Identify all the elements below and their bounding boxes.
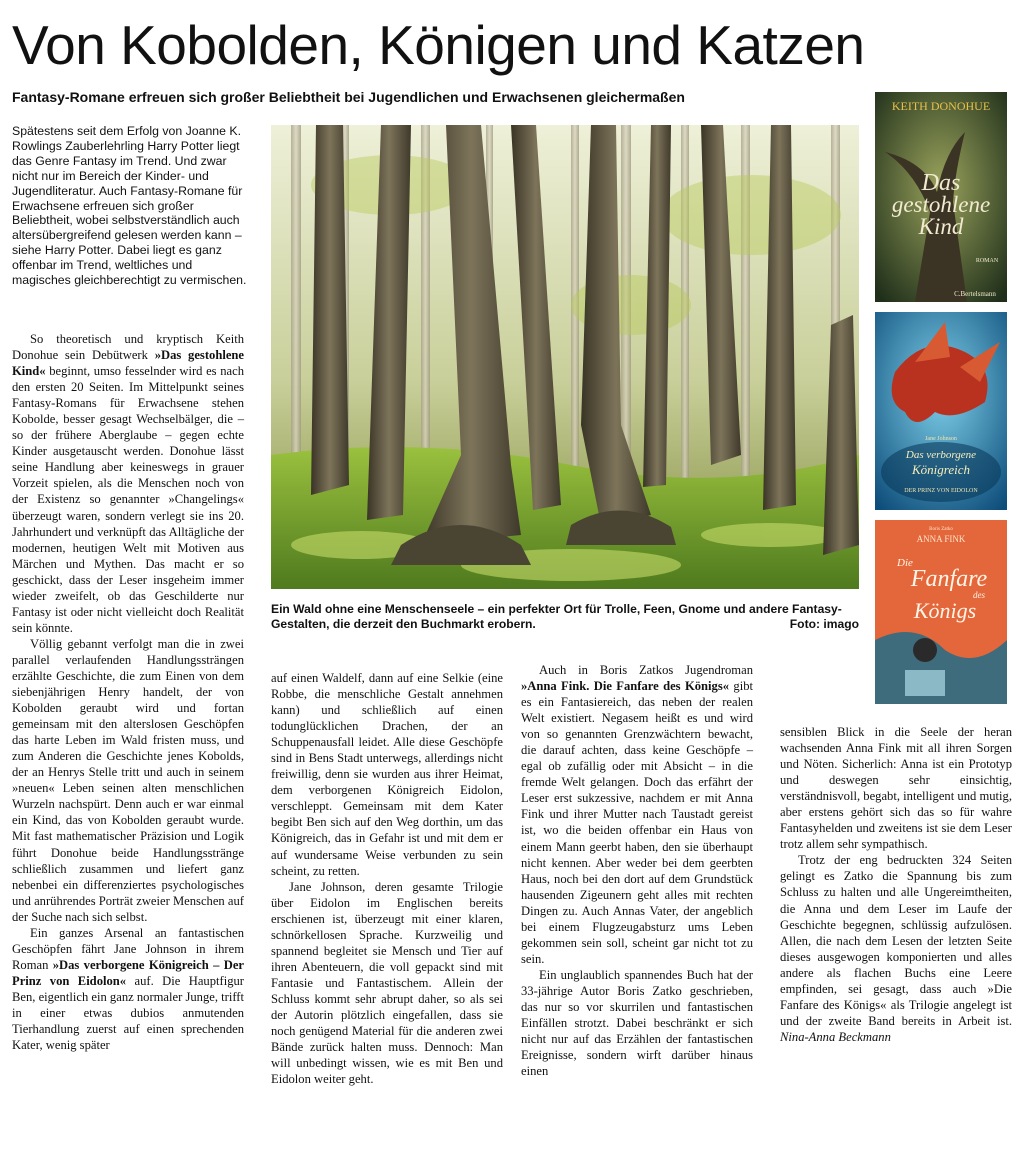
paragraph: Völlig gebannt verfolgt man die in zwei parallel verlaufenden Handlungssträngen erzählte Geschichte, die zum Einen von dem siebenjährigen Henry handelt, der von Kobolden geraubt wird und fortan gemeinsam mit den alterslosen Geschöpfen das harte Leben im Wald fristen muss, und zum Anderen die Geschichte jenes Kobolds, der an Henrys Stelle tritt und auch in seinem »neuen« Leben seinen alten menschlichen Wurzeln nachspürt. Denn auch er war einmal ein Kind, das von Kobolden geraubt wurde. Mit fast mathematischer Präzision und Logik führt Donohue beide Handlungsstränge schließlich zusammen und liefert ganz nebenbei ein differenziertes psychologisches und anrührendes Porträt zweier Menschen auf der Suche nach sich selbst. [12,636,244,924]
text-column-3 [521,662,753,1079]
text-column-1 [12,331,244,1053]
book-title-highlight: »Anna Fink. Die Fanfare des Königs« [521,679,730,694]
book-title-highlight: »Das gestohlene Kind« [12,348,244,379]
book-3-title-line-1: Die [897,557,913,569]
book-cover-3-art [875,520,1007,704]
book-1-title-line-1: Das [921,170,961,196]
book-title-highlight: »Das verborgene Königreich – Der Prinz von Eidolon« [12,957,244,988]
book-2-title-line-2: Königreich [911,462,971,477]
intro-text: Spätestens seit dem Erfolg von Joanne K. Rowlings Zauberlehrling Harry Potter liegt das Genre Fantasy im Trend. Und zwar nicht nur im Bereich der Kinder- und Jugendliteratur. Auch Fantasy-Romane für Erwachsene erfreuen sich großer Beliebtheit, wobei selbstverständlich auch altersübergreifend gelesen werden kann – siehe Harry Potter. Dabei liegt es ganz offenbar im Trend, weltliches und magisches gleichberechtigt zu vermischen. [12,124,247,288]
book-3-title-line-2: Fanfare [910,566,988,592]
photo-caption [271,602,859,631]
book-2-author: Jane Johnson [925,436,957,442]
book-2-subtitle: DER PRINZ VON EIDOLON [904,488,978,494]
paragraph: Trotz der eng bedruckten 324 Seiten gelingt es Zatko die Spannung bis zum Schluss zu halten und alle Ungereimtheiten, die Anna und dem Leser im Laufe der Geschichte begegnen, schlüssig aufzulösen. Allen, die nach dem Lesen der letzten Seite dieses ausgewogen komponierten und alles andere als flachen Buchs eine Leere empfinden, sei gesagt, dass auch »Die Fanfare des Königs« als Trilogie angelegt ist und der zweite Band bereits in Arbeit ist. Nina-Anna Beckmann [780,853,1012,1044]
text-column-4 [780,724,1012,1045]
paragraph: auf einen Waldelf, dann auf eine Selkie (eine Robbe, die menschliche Gestalt annehmen kann) und schließlich auf einen todunglücklichen Drachen, der an Schuppenausfall leidet. Alle diese Geschöpfe sind in Bens Stadt unterwegs, allerdings nicht freiwillig, denn sie wurden aus ihrer Heimat, dem verborgenen Königreich Eidolon, verschleppt. Gemeinsam mit dem Kater begibt Ben sich auf den Weg dorthin, um das Königreich, das in Gefahr ist und mit dem er auf wundersame Weise verbunden zu sein scheint, zu retten. [271,671,503,878]
forest-photo-illustration [271,125,859,589]
paragraph: Ein ganzes Arsenal an fantastischen Geschöpfen fährt Jane Johnson in ihrem Roman »Das verborgene Königreich – Der Prinz von Eidolon« auf. Die Hauptfigur Ben, eigentlich ein ganz normaler Junge, trifft in einer etwas dubios anmutenden Tierhandlung zuerst auf einen sprechenden Kater, wenig später [12,925,244,1053]
book-cover-fanfare-des-koenigs [875,520,1007,704]
photo-credit: Foto: imago [789,616,859,631]
book-cover-verborgene-koenigreich [875,312,1007,510]
book-1-publisher: C.Bertelsmann [954,290,996,298]
paragraph: Auch in Boris Zatkos Jugendroman »Anna Fink. Die Fanfare des Königs« gibt es ein Fantasiereich, das neben der realen Welt existiert. Negasem heißt es und wird von so genannten Grenzwächtern bewacht, die darauf achten, dass keine Geschöpfe – egal ob zufällig oder mit Absicht – in die fremde Welt gelangen. Doch das erfährt der Leser erst sukzessive, nachdem er mit Anna Fink und ihrer Mutter nach Taustadt gereist ist, wo die beiden offenbar ein Haus von einem Mann geerbt haben, den sie überhaupt nicht kennen. Aber weder bei dem geerbten Haus, noch bei den dort auf dem Grundstück hausenden Zigeunern geht alles mit rechten Dingen zu. Auch Annas Vater, der angeblich bei einem Flugzeugabsturz ums Leben gekommen sein soll, scheint gar nicht tot zu sein. [521,663,753,966]
author-signature: Nina-Anna Beckmann [780,1029,891,1044]
book-3-author: Boris Zatko [929,527,953,532]
book-2-title-line-1: Das verborgene [905,449,977,461]
book-1-genre: ROMAN [975,258,999,264]
book-3-title-line-4: Königs [913,598,977,623]
forest-photo [271,125,859,589]
text-column-2 [271,670,503,1087]
book-1-author: KEITH DONOHUE [891,99,991,113]
paragraph: sensiblen Blick in die Seele der heran wachsenden Anna Fink mit all ihren Sorgen und Nöten. Sicherlich: Anna ist ein Prototyp und deswegen sehr einsichtig, verständnisvoll, begabt, intelligent und mutig, aber erstens gehört sich das so für wahre Fantasyhelden und zweitens ist sie dem Leser trotz allem sehr sympathisch. [780,725,1012,852]
paragraph: So theoretisch und kryptisch Keith Donohue sein Debütwerk »Das gestohlene Kind« beginnt, umso fesselnder wird es nach den ersten 20 Seiten. Im Mittelpunkt seines Fantasy-Romans für Erwachsene stehen Kobolde, besser gesagt Wechselbälger, die – so der frühere Aberglaube – gegen echte Kinder ausgetauscht werden. Donohue lässt seine Handlung aber keineswegs in grauer Vorzeit spielen, als die Menschen noch von der Existenz so genannter »Changelings« überzeugt waren, sondern verlegt sie ins 20. Jahrhundert und verknüpft das Alltägliche der modernen, heutigen Welt mit Motiven aus Märchen und Mythen. Das macht er so geschickt, dass der Leser insgeheim immer wieder zweifelt, ob das Geschilderte nur Fantasy ist oder nicht vielleicht doch Realität sein könnte. [12,332,244,635]
book-cover-gestohlene-kind [875,92,1007,302]
book-cover-1-art [875,92,1007,302]
book-1-title-line-3: Kind [918,214,964,239]
paragraph: Jane Johnson, deren gesamte Trilogie über Eidolon im Englischen bereits erschienen ist, überzeugt mit einer klaren, schnörkellosen Sprache. Kurzweilig und spannend begleitet sie Mensch und Tier auf ihren Abenteuern, die voll gepackt sind mit Fantasie und Fantastischem. Allein der Schluss kommt sehr abrupt daher, so als sei der Autorin plötzlich eingefallen, dass sie noch genügend Material für die anderen zwei Bände zurück halten muss. Dennoch: Man will unbedingt wissen, wie es mit Ben und Eidolon weiter geht. [271,879,503,1087]
subheadline: Fantasy-Romane erfreuen sich großer Beliebtheit bei Jugendlichen und Erwachsenen gleichermaßen [12,89,685,105]
book-3-author-line-2: ANNA FINK [916,534,966,544]
caption-text: Ein Wald ohne eine Menschenseele – ein perfekter Ort für Trolle, Feen, Gnome und andere Fantasy-Gestalten, die derzeit den Buchmarkt erobern. [271,602,842,631]
book-cover-2-art [875,312,1007,510]
book-3-title-line-3: des [973,590,985,600]
paragraph: Ein unglaublich spannendes Buch hat der 33-jährige Autor Boris Zatko geschrieben, das nur so vor skurrilen und fantastischen Einfällen strotzt. Dabei beschränkt er sich nicht nur auf das Erzählen der fantastischen Ereignisse, sondern wirft darüber hinaus einen [521,967,753,1079]
headline: Von Kobolden, Königen und Katzen [12,14,865,76]
book-1-title-line-2: gestohlene [891,192,991,217]
